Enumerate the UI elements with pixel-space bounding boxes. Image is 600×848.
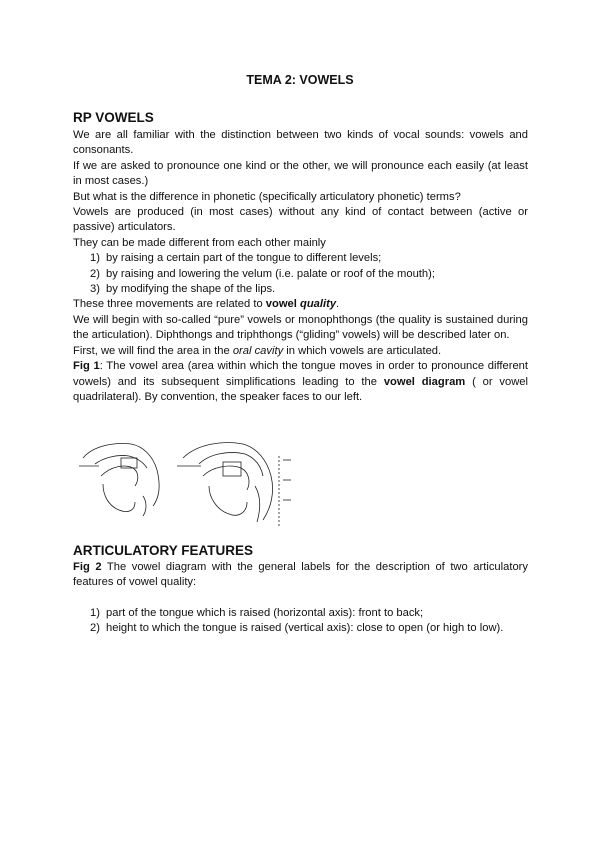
palate-line-2 [199,452,263,476]
paragraph: We are all familiar with the distinction between two kinds of vocal sounds: vowels and consonants. [73,129,528,157]
articulatory-body [73,560,528,637]
list-number: 1) [90,252,100,265]
rp-vowels-body [73,128,528,405]
articulatory-features-heading: ARTICULATORY FEATURES [73,543,254,558]
features-list [73,606,528,637]
bold-term: vowel [265,298,300,311]
paragraph: But what is the difference in phonetic (specifically articulatory phonetic) terms? [73,190,461,203]
list-item [73,621,528,636]
text-run: These three movements are related to [73,298,266,311]
list-item [73,267,528,282]
paragraph [73,560,528,591]
tongue-line-1 [101,466,138,486]
paragraph [73,344,528,359]
movements-list [73,251,528,297]
page-title: TEMA 2: VOWELS [246,73,354,87]
text-run: ( or vowel quadrilateral). By convention, the speaker faces to our left. [73,375,528,403]
list-text: part of the tongue which is raised (horizontal axis): front to back; [106,606,424,619]
throat-line-1 [143,496,146,516]
tongue-line-2 [203,466,249,490]
text-run: : The vowel area (area within which the tongue moves in order to pronounce different vowels) and its subsequent simplifications leading to the [73,360,528,388]
figure-label: Fig 1 [73,360,100,373]
bold-term: vowel diagram [383,375,466,388]
vowel-area-illustration [73,436,303,528]
list-text: by modifying the shape of the lips. [106,283,276,296]
list-item [73,251,528,266]
throat-line-2 [255,486,260,522]
list-number: 3) [90,283,100,296]
list-number: 2) [90,622,100,635]
head-outline-1 [83,444,159,506]
list-text: by raising and lowering the velum (i.e. palate or roof of the mouth); [106,267,435,280]
paragraph [73,297,528,312]
text-run: First, we will find the area in the [73,344,233,357]
list-text: height to which the tongue is raised (vertical axis): close to open (or high to low). [106,622,504,635]
text-run: The vowel diagram with the general labels for the description of two articulatory features of vowel quality: [73,561,529,589]
text-run: in which vowels are articulated. [283,344,442,357]
jaw-line-2 [209,486,247,515]
list-number: 1) [90,606,100,619]
spacer [73,591,528,606]
paragraph [73,359,528,405]
paragraph: They can be made different from each other mainly [73,236,326,249]
rp-vowels-heading: RP VOWELS [73,110,154,125]
paragraph: If we are asked to pronounce one kind or the other, we will pronounce each easily (at least in most cases.) [73,159,528,188]
vowel-area-box-2 [223,462,241,476]
list-item [73,606,528,621]
italic-term: oral cavity [232,344,284,357]
paragraph: We will begin with so-called “pure” vowels or monophthongs (the quality is sustained during the articulation). Diphthongs and triphthongs (“gliding” vowels) will be described later on. [73,313,528,342]
head-outline-2 [183,443,273,520]
bold-italic-term: quality [299,298,337,311]
text-run: . [336,298,340,311]
paragraph: Vowels are produced (in most cases) without any kind of contact between (active or passive) articulators. [73,206,528,234]
list-number: 2) [90,267,100,280]
jaw-line-1 [103,484,135,512]
list-text: by raising a certain part of the tongue to different levels; [106,252,382,265]
figure-label: Fig 2 [73,561,102,573]
list-item [73,282,528,297]
